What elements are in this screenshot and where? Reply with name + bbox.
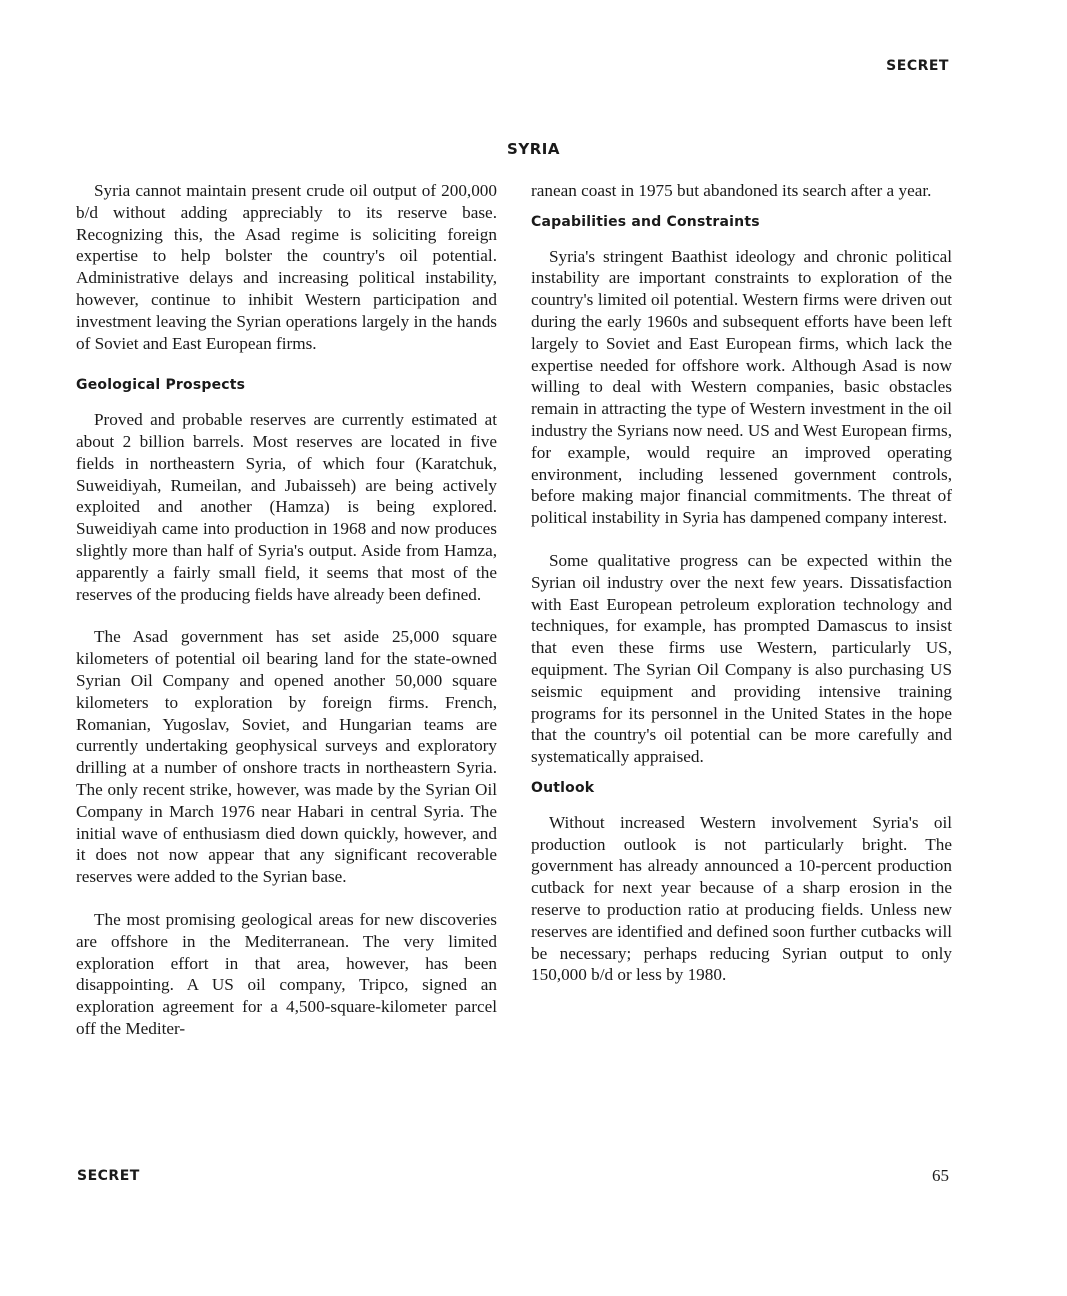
heading-geological-prospects: Geological Prospects [76, 377, 246, 394]
header-classification-marking: SECRET [886, 58, 949, 74]
right-column [531, 180, 952, 1007]
heading-outlook: Outlook [531, 779, 595, 796]
offshore-paragraph: The most promising geological areas for new discoveries are offshore in the Mediterranean. The very limited exploration effort in that area, however, has been disappointing. A US oil company, Tripco, signed an exploration agreement for a 4,500-square-kilometer parcel off the Mediter- [76, 909, 497, 1038]
left-column [76, 180, 497, 1061]
page-number: 65 [932, 1166, 949, 1185]
footer-classification-marking: SECRET [77, 1168, 140, 1184]
offshore-paragraph-continued: ranean coast in 1975 but abandoned its search after a year. [531, 181, 932, 200]
exploration-areas-paragraph: The Asad government has set aside 25,000 square kilometers of potential oil bearing land for the state-owned Syrian Oil Company and opened another 50,000 square kilometers to exploration by foreign firms. French, Romanian, Yugoslav, Soviet, and Hungarian teams are currently undertaking geophysical surveys and exploratory drilling at a number of onshore tracts in northeastern Syria. The only recent strike, however, was made by the Syrian Oil Company in March 1976 near Habari in central Syria. The initial wave of enthusiasm died down quickly, however, and it does not now appear that any significant recoverable reserves were added to the Syrian base. [76, 627, 497, 887]
progress-paragraph: Some qualitative progress can be expected within the Syrian oil industry over the next few years. Dissatisfaction with East European petroleum exploration technology and techniques, for example, has prompted Damascus to insist that even these firms use Western, particularly US, equipment. The Syrian Oil Company is also purchasing US seismic equipment and providing intensive training programs for its personnel in the United States in the hope that the country's oil potential can be more carefully and systematically appraised. [531, 550, 952, 767]
page-title: SYRIA [507, 140, 560, 158]
reserves-paragraph: Proved and probable reserves are currently estimated at about 2 billion barrels. Most reserves are located in five fields in northeastern Syria, of which four (Karatchuk, Suweidiyah, Rumeilan, and Jubaisseh) are being actively exploited and another (Hamza) is being explored. Suweidiyah came into production in 1968 and now produces slightly more than half of Syria's output. Aside from Hamza, apparently a fairly small field, it seems that most of the reserves of the producing fields have already been defined. [76, 410, 497, 604]
heading-capabilities-constraints: Capabilities and Constraints [531, 213, 760, 230]
constraints-paragraph: Syria's stringent Baathist ideology and chronic political instability are important constraints to exploration of the country's limited oil potential. Western firms were driven out during the early 1960s and subsequent efforts have been left largely to Soviet and East European firms, which lack the expertise needed for offshore work. Although Asad is now willing to deal with Western companies, basic obstacles remain in attracting the type of Western investment in the oil industry the Syrians now need. US and West European firms, for example, would require an improved operating environment, including lessened government controls, before making major financial commitments. The threat of political instability in Syria has dampened company interest. [531, 246, 952, 528]
outlook-paragraph: Without increased Western involvement Syria's oil production outlook is not particularly bright. The government has already announced a 10-percent production cutback for next year because of a sharp erosion in the reserve to production ratio at producing fields. Unless new reserves are identified and defined soon further cutbacks will be necessary; perhaps reducing Syrian output to only 150,000 b/d or less by 1980. [531, 812, 952, 985]
intro-paragraph: Syria cannot maintain present crude oil output of 200,000 b/d without adding appreciably to its reserve base. Recognizing this, the Asad regime is soliciting foreign expertise to help bolster the country's oil potential. Administrative delays and increasing political instability, however, continue to inhibit Western participation and investment leaving the Syrian operations largely in the hands of Soviet and East European firms. [76, 181, 497, 353]
